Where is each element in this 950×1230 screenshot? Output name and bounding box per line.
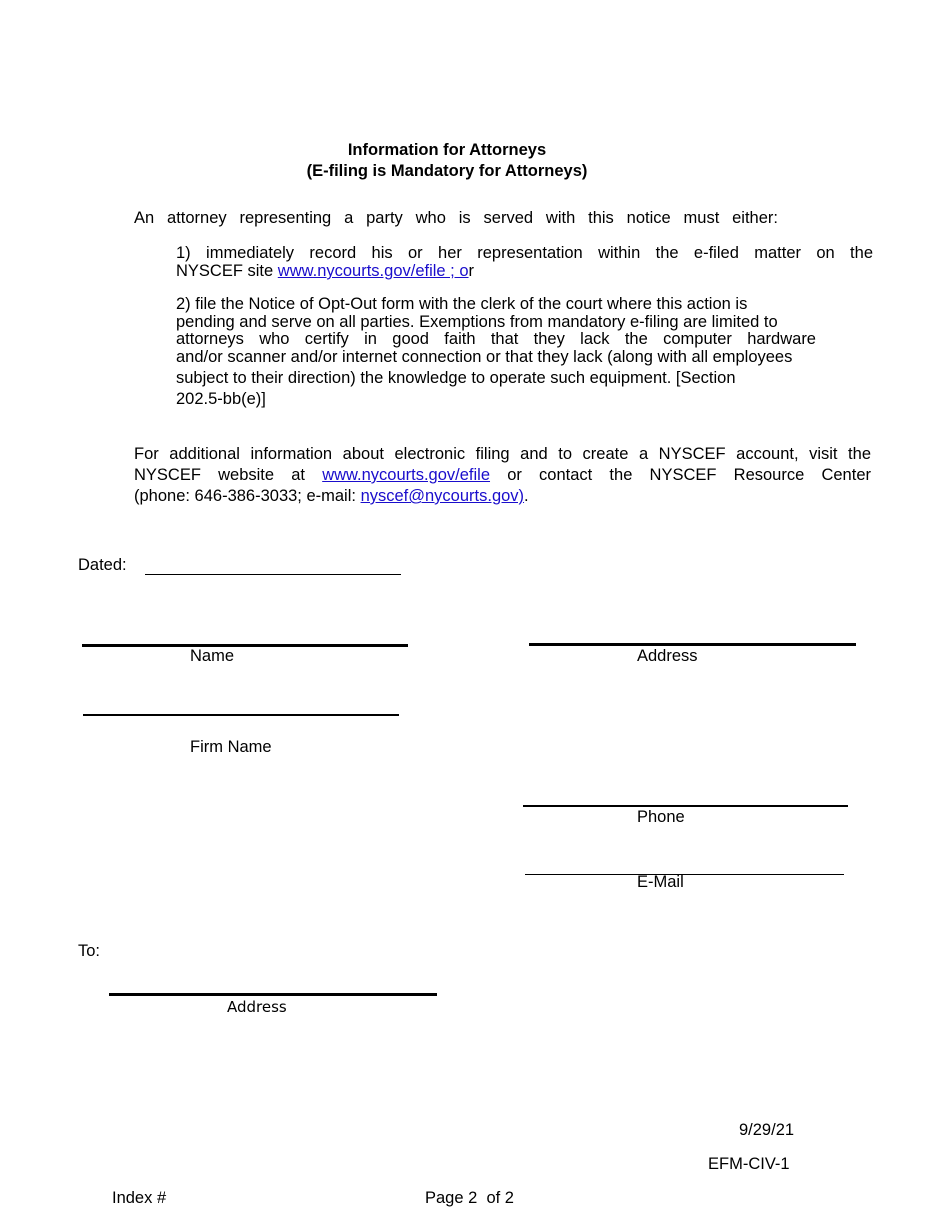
name-field-line[interactable] — [82, 644, 408, 647]
additional-info — [134, 444, 871, 507]
additional-text: NYSCEF website at — [134, 466, 323, 484]
intro-text: An attorney representing a party who is served with this notice must either: — [134, 209, 778, 227]
phone-text: (phone: 646-386-3033; e-mail: — [134, 487, 361, 505]
to-label: To: — [78, 942, 101, 960]
item-2-line-3: attorneys who certify in good faith that they lack the computer hardware — [176, 330, 816, 348]
email-link[interactable]: nyscef@nycourts.gov) — [360, 487, 525, 505]
firm-name-field-line[interactable] — [83, 714, 399, 716]
item-2-line-6: 202.5-bb(e)] — [176, 390, 266, 408]
page-title: Information for Attorneys — [347, 141, 547, 159]
phone-field-line[interactable] — [523, 805, 848, 807]
email-field-line[interactable] — [525, 874, 844, 875]
efile-link[interactable]: www.nycourts.gov/efile ; o — [277, 262, 469, 280]
item-2-line-2: pending and serve on all parties. Exemptions from mandatory e-filing are limited to — [176, 312, 778, 331]
item-1 — [176, 243, 873, 282]
item-1-text: NYSCEF site — [176, 262, 278, 280]
additional-period: . — [524, 487, 529, 505]
additional-line-3 — [134, 486, 871, 507]
firm-name-label: Firm Name — [190, 738, 272, 756]
item-1-line-1: 1) immediately record his or her representation within the e-filed matter on the — [176, 244, 873, 262]
item-2-line-1: 2) file the Notice of Opt-Out form with the clerk of the court where this action is — [176, 295, 748, 313]
page-number: Page 2 of 2 — [425, 1189, 514, 1207]
revision-date: 9/29/21 — [739, 1121, 795, 1139]
to-address-field-line[interactable] — [109, 993, 437, 996]
item-2-line-4: and/or scanner and/or internet connection or that they lack (along with all employees — [176, 347, 793, 366]
item-1-line-2 — [176, 261, 873, 282]
dated-label: Dated: — [78, 556, 127, 574]
address-label: Address — [637, 647, 698, 665]
page-subtitle: (E-filing is Mandatory for Attorneys) — [306, 162, 588, 180]
to-address-label: Address — [227, 998, 287, 1016]
item-2-line-5: subject to their direction) the knowledge to operate such equipment. [Section — [176, 369, 736, 387]
phone-label: Phone — [637, 808, 685, 826]
additional-line-2 — [134, 465, 871, 486]
dated-field-line[interactable] — [145, 574, 401, 575]
additional-line-1: For additional information about electronic filing and to create a NYSCEF account, visit the — [134, 445, 871, 463]
index-label: Index # — [112, 1189, 167, 1207]
additional-text-2: or contact the NYSCEF Resource Center — [490, 466, 871, 484]
efile-website-link[interactable]: www.nycourts.gov/efile — [322, 466, 491, 484]
form-code: EFM-CIV-1 — [708, 1155, 790, 1173]
item-2 — [176, 296, 873, 410]
email-label: E-Mail — [637, 873, 684, 891]
address-field-line[interactable] — [529, 643, 856, 646]
name-label: Name — [190, 647, 235, 665]
item-1-tail: r — [468, 262, 475, 280]
